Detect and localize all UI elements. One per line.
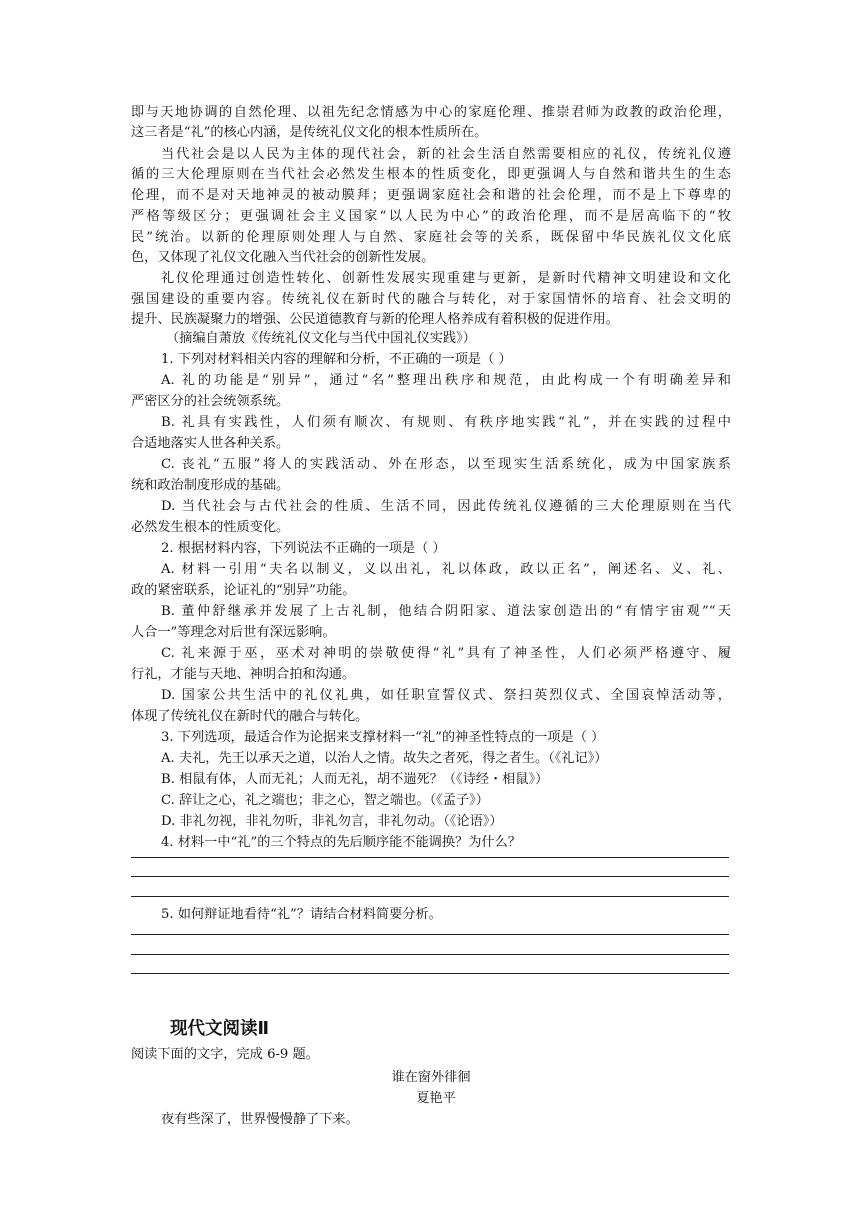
answer-line[interactable] (131, 973, 729, 974)
passage-line: 色，又体现了礼仪文化融入当代社会的创新性发展。 (131, 250, 435, 265)
passage-line: 当代社会是以人民为主体的现代社会，新的社会生活自然需要相应的礼仪，传统礼仪遵 (161, 147, 731, 162)
answer-line[interactable] (131, 857, 729, 858)
question-option: B. 董仲舒继承并发展了上古礼制，他结合阴阳家、道法家创造出的“有情宇宙观”“天 (161, 604, 731, 619)
question-4: 4. 材料一中“礼”的三个特点的先后顺序能不能调换？为什么？ (161, 835, 521, 850)
question-option: 行礼，才能与天地、神明合拍和沟通。 (131, 667, 356, 682)
answer-line[interactable] (131, 954, 729, 955)
question-option: 人合一”等理念对后世有深远影响。 (131, 625, 336, 640)
answer-line[interactable] (131, 896, 729, 897)
question-option: A. 夫礼，先王以承天之道，以治人之情。故失之者死，得之者生。（《礼记》） (161, 751, 608, 766)
answer-line[interactable] (131, 876, 729, 877)
question-5: 5. 如何辩证地看待“礼”？请结合材料简要分析。 (161, 907, 442, 922)
question-option: C. 丧礼“五服”将人的实践活动、外在形态，以至现实生活系统化，成为中国家族系 (161, 457, 731, 472)
question-option: C. 礼来源于巫，巫术对神明的崇敬使得“礼”具有了神圣性，人们必须严格遵守、履 (161, 646, 731, 661)
story-author: 夏艳平 (416, 1091, 456, 1106)
section-instruction: 阅读下面的文字，完成 6-9 题。 (131, 1047, 319, 1062)
question-option: 严密区分的社会统领系统。 (131, 394, 290, 409)
passage-line: 循的三大伦理原则在当代社会必然发生根本的性质变化，即更强调人与自然和谐共生的生态 (131, 167, 731, 182)
question-option: B. 相鼠有体，人而无礼；人而无礼，胡不遄死？（《诗经・相鼠》） (161, 772, 549, 787)
question-option: 合适地落实人世各种关系。 (131, 436, 290, 451)
question-option: A. 材料一引用“夫名以制义，义以出礼，礼以体政，政以正名”，阐述名、义、礼、 (161, 562, 731, 577)
source-citation: （摘编自萧放《传统礼仪文化与当代中国礼仪实践》） (166, 331, 476, 346)
question-option: 统和政治制度形成的基础。 (131, 478, 290, 493)
question-3: 3. 下列选项，最适合作为论据来支撑材料一“礼”的神圣性特点的一项是（ ） (161, 730, 605, 745)
question-option: A. 礼的功能是“别异”，通过“名”整理出秩序和规范，由此构成一个有明确差异和 (161, 373, 731, 388)
question-option: 必然发生根本的性质变化。 (131, 520, 290, 535)
question-option: 体现了传统礼仪在新时代的融合与转化。 (131, 709, 369, 724)
question-option: 政的紧密联系，论证礼的“别异”功能。 (131, 583, 356, 598)
passage-line: 伦理，而不是对天地神灵的被动膜拜；更强调家庭社会和谐的社会伦理，而不是上下尊卑的 (131, 188, 731, 203)
question-option: D. 当代社会与古代社会的性质、生活不同，因此传统礼仪遵循的三大伦理原则在当代 (161, 499, 731, 514)
passage-line: 提升、民族凝聚力的增强、公民道德教育与新的伦理人格养成有着积极的促进作用。 (131, 312, 619, 327)
question-2: 2. 根据材料内容，下列说法不正确的一项是（ ） (161, 541, 446, 556)
passage-line: 礼仪伦理通过创造性转化、创新性发展实现重建与更新，是新时代精神文明建设和文化 (161, 271, 731, 286)
question-option: D. 非礼勿视，非礼勿听，非礼勿言，非礼勿动。（《论语》） (161, 814, 503, 829)
story-title: 谁在窗外徘徊 (391, 1070, 471, 1085)
passage-line: 民”统治。以新的伦理原则处理人与自然、家庭社会等的关系，既保留中华民族礼仪文化底 (131, 230, 731, 245)
passage-line: 强国建设的重要内容。传统礼仪在新时代的融合与转化，对于家国情怀的培育、社会文明的 (131, 292, 731, 307)
passage-line: 严格等级区分；更强调社会主义国家“以人民为中心”的政治伦理，而不是居高临下的“牧 (131, 209, 731, 224)
section-heading: 现代文阅读Ⅱ (170, 1019, 270, 1039)
question-option: B. 礼具有实践性，人们须有顺次、有规则、有秩序地实践“礼”，并在实践的过程中 (161, 415, 731, 430)
passage-line: 即与天地协调的自然伦理、以祖先纪念情感为中心的家庭伦理、推崇君师为政教的政治伦理， (131, 105, 731, 120)
question-option: C. 辞让之心，礼之端也；非之心，智之端也。（《孟子》） (161, 793, 489, 808)
question-1: 1. 下列对材料相关内容的理解和分析，不正确的一项是（ ） (161, 352, 512, 367)
story-first-line: 夜有些深了，世界慢慢静了下来。 (161, 1112, 359, 1127)
answer-line[interactable] (131, 934, 729, 935)
passage-line: 这三者是“礼”的核心内涵，是传统礼仪文化的根本性质所在。 (131, 125, 488, 140)
question-option: D. 国家公共生活中的礼仪礼典，如任职宣誓仪式、祭扫英烈仪式、全国哀悼活动等， (161, 688, 731, 703)
